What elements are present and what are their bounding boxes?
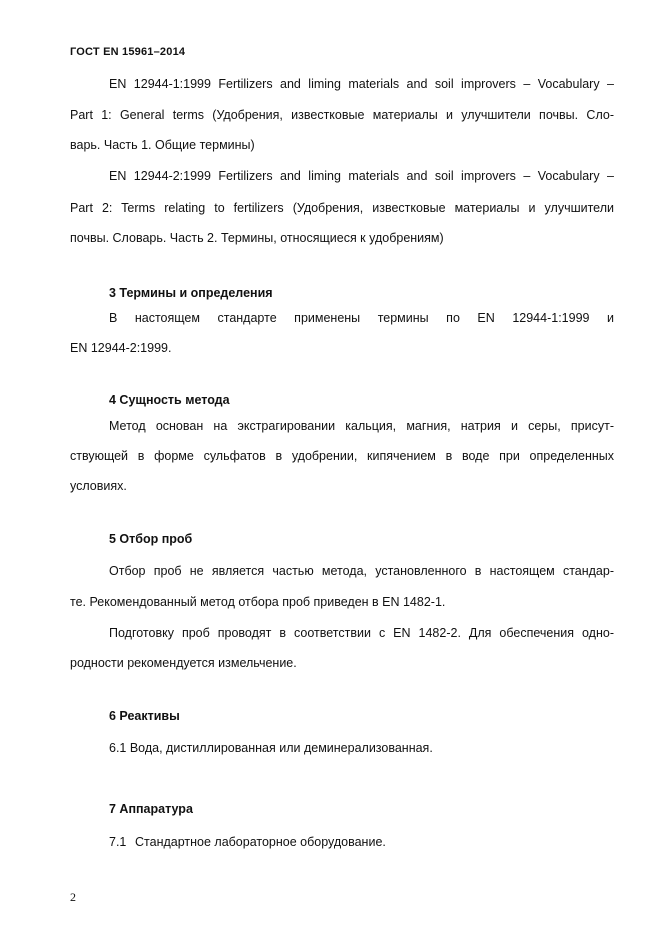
page-number: 2: [70, 890, 76, 904]
ref1-line2: Part 1: General terms (Удобрения, известковые материалы и улучшители почвы. Сло-: [70, 108, 614, 122]
section3-line1: В настоящем стандарте применены термины по EN 12944-1:1999 и: [109, 311, 614, 325]
ref1-line1: EN 12944-1:1999 Fertilizers and liming materials and soil improvers – Vocabulary –: [109, 77, 614, 91]
ref2-line2: Part 2: Terms relating to fertilizers (Удобрения, известковые материалы и улучшители: [70, 201, 614, 215]
section5-p2-line1: Подготовку проб проводят в соответствии с EN 1482-2. Для обеспечения одно-: [109, 626, 614, 640]
section7-item1: [109, 834, 614, 850]
section4-line2: ствующей в форме сульфатов в удобрении, кипячением в воде при определенных: [70, 449, 614, 463]
section6-item1: 6.1 Вода, дистиллированная или деминерализованная.: [109, 741, 433, 755]
section4-heading: 4 Сущность метода: [109, 393, 230, 407]
document-header: ГОСТ EN 15961–2014: [70, 46, 186, 58]
ref2-line1: EN 12944-2:1999 Fertilizers and liming materials and soil improvers – Vocabulary –: [109, 169, 614, 183]
section3-line2: EN 12944-2:1999.: [70, 341, 172, 355]
section5-p1-line2: те. Рекомендованный метод отбора проб приведен в EN 1482-1.: [70, 595, 446, 609]
ref2-line3: почвы. Словарь. Часть 2. Термины, относящиеся к удобрениям): [70, 231, 444, 245]
section5-heading: 5 Отбор проб: [109, 532, 193, 546]
section7-item1-text: Стандартное лабораторное оборудование.: [135, 835, 386, 849]
section3-heading: 3 Термины и определения: [109, 286, 273, 300]
section7-heading: 7 Аппаратура: [109, 802, 193, 816]
section4-line1: Метод основан на экстрагировании кальция, магния, натрия и серы, присут-: [109, 419, 614, 433]
section4-line3: условиях.: [70, 479, 127, 493]
section7-item1-number: 7.1: [109, 835, 127, 849]
section6-heading: 6 Реактивы: [109, 709, 180, 723]
section5-p1-line1: Отбор проб не является частью метода, установленного в настоящем стандар-: [109, 564, 614, 578]
ref1-line3: варь. Часть 1. Общие термины): [70, 138, 255, 152]
section5-p2-line2: родности рекомендуется измельчение.: [70, 656, 297, 670]
